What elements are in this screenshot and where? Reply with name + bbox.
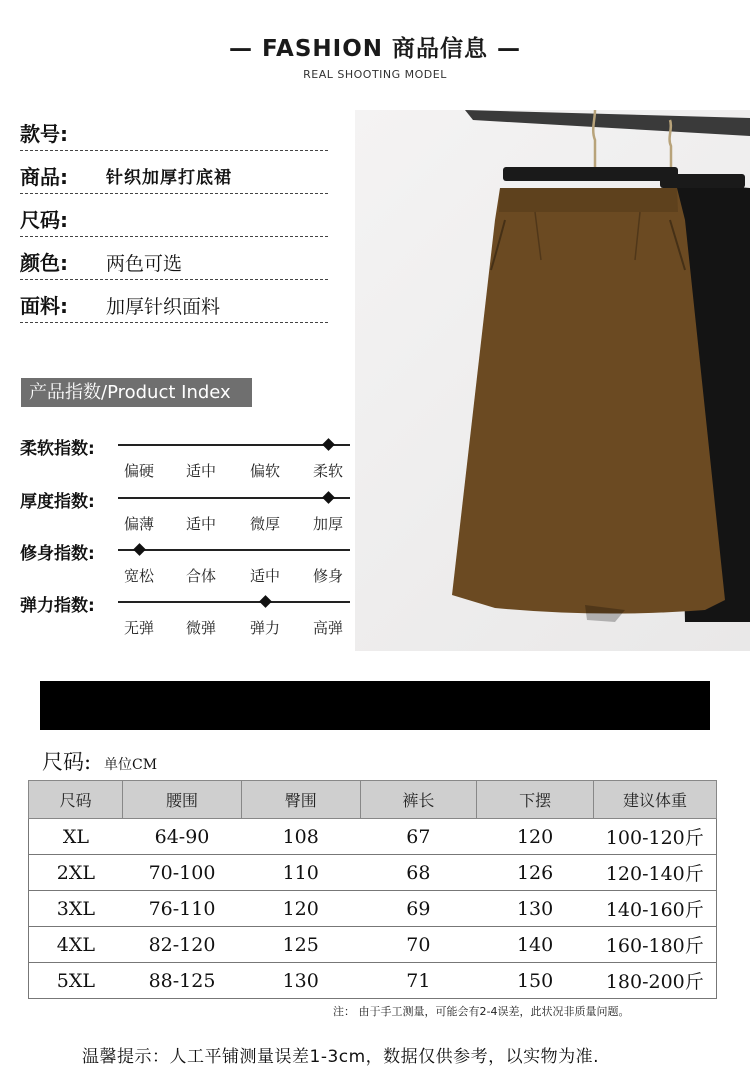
hanger	[660, 174, 745, 188]
info-label: 尺码:	[20, 208, 68, 232]
info-value: 加厚针织面料	[106, 296, 221, 318]
table-cell: 64-90	[123, 819, 241, 855]
table-row	[29, 963, 717, 999]
brown-skirt	[452, 188, 725, 614]
info-row-style-number	[20, 108, 328, 151]
table-cell: 120	[477, 819, 594, 855]
info-label: 颜色:	[20, 251, 68, 275]
index-option: 弹力	[249, 619, 280, 637]
table-cell: 2XL	[29, 855, 123, 891]
table-row	[29, 927, 717, 963]
table-cell: 82-120	[123, 927, 241, 963]
table-cell: 67	[360, 819, 476, 855]
info-row-fabric	[20, 280, 328, 323]
table-row	[29, 819, 717, 855]
measurement-note: 注： 由于手工测量，可能会有2-4误差，此状况非质量问题。	[333, 1005, 630, 1018]
table-cell: 71	[360, 963, 476, 999]
table-cell: 126	[477, 855, 594, 891]
table-header: 裤长	[360, 781, 476, 819]
hanger-hook	[593, 110, 595, 170]
table-cell: 68	[360, 855, 476, 891]
index-scale-line	[118, 497, 350, 499]
index-label: 厚度指数:	[20, 492, 95, 512]
warm-tip: 温馨提示：人工平铺测量误差1-3cm，数据仅供参考，以实物为准.	[82, 1047, 600, 1067]
info-label: 款号:	[20, 122, 68, 146]
waistband	[499, 188, 678, 212]
table-cell: 4XL	[29, 927, 123, 963]
size-chart-title: 尺码:	[42, 750, 92, 774]
table-cell: 76-110	[123, 891, 241, 927]
product-index-badge: 产品指数/Product Index	[21, 378, 252, 407]
index-option: 微弹	[185, 619, 216, 637]
index-option: 偏软	[249, 462, 280, 480]
size-table	[28, 780, 717, 999]
table-cell: XL	[29, 819, 123, 855]
index-marker	[322, 491, 335, 504]
index-option: 适中	[185, 515, 216, 533]
table-row	[29, 855, 717, 891]
table-cell: 140	[477, 927, 594, 963]
table-row	[29, 891, 717, 927]
skirt-image	[355, 110, 750, 651]
table-cell: 100-120斤	[594, 819, 717, 855]
table-cell: 130	[477, 891, 594, 927]
table-header: 臀围	[241, 781, 360, 819]
table-header-row	[29, 781, 717, 819]
table-cell: 150	[477, 963, 594, 999]
table-cell: 110	[241, 855, 360, 891]
index-option: 柔软	[312, 462, 343, 480]
info-row-color	[20, 237, 328, 280]
table-cell: 130	[241, 963, 360, 999]
index-scale-line	[118, 549, 350, 551]
section-banner	[40, 681, 710, 730]
table-cell: 160-180斤	[594, 927, 717, 963]
index-option: 无弹	[123, 619, 154, 637]
index-option: 微厚	[249, 515, 280, 533]
page-title: — FASHION 商品信息 —	[228, 36, 522, 62]
table-cell: 88-125	[123, 963, 241, 999]
index-marker	[133, 543, 146, 556]
table-cell: 180-200斤	[594, 963, 717, 999]
index-option: 修身	[312, 567, 343, 585]
table-cell: 120	[241, 891, 360, 927]
index-option: 适中	[185, 462, 216, 480]
index-scale-line	[118, 601, 350, 603]
info-row-size	[20, 194, 328, 237]
table-header: 腰围	[123, 781, 241, 819]
table-cell: 70-100	[123, 855, 241, 891]
hanger-hook	[670, 120, 671, 172]
index-option: 适中	[249, 567, 280, 585]
info-value: 针织加厚打底裙	[106, 168, 232, 188]
table-cell: 108	[241, 819, 360, 855]
table-header: 建议体重	[594, 781, 717, 819]
index-option: 偏硬	[123, 462, 154, 480]
page-subtitle: REAL SHOOTING MODEL	[303, 68, 447, 81]
index-label: 修身指数:	[20, 544, 95, 564]
index-option: 宽松	[123, 567, 154, 585]
hanger	[503, 167, 678, 181]
info-label: 商品:	[20, 165, 68, 189]
index-option: 加厚	[312, 515, 343, 533]
table-cell: 3XL	[29, 891, 123, 927]
table-cell: 140-160斤	[594, 891, 717, 927]
index-scale-line	[118, 444, 350, 446]
clothes-rail	[465, 110, 750, 136]
index-label: 柔软指数:	[20, 439, 95, 459]
info-value: 两色可选	[106, 253, 183, 275]
table-cell: 69	[360, 891, 476, 927]
info-label: 面料:	[20, 294, 68, 318]
table-header: 尺码	[29, 781, 123, 819]
index-marker	[259, 595, 272, 608]
info-row-product	[20, 151, 328, 194]
index-option: 偏薄	[123, 515, 154, 533]
index-option: 合体	[185, 567, 216, 585]
table-cell: 5XL	[29, 963, 123, 999]
index-label: 弹力指数:	[20, 596, 95, 616]
table-cell: 120-140斤	[594, 855, 717, 891]
index-option: 高弹	[312, 619, 343, 637]
size-chart-unit: 单位CM	[104, 757, 158, 773]
product-photo	[355, 110, 750, 651]
table-cell: 125	[241, 927, 360, 963]
index-marker	[322, 438, 335, 451]
table-header: 下摆	[477, 781, 594, 819]
table-cell: 70	[360, 927, 476, 963]
